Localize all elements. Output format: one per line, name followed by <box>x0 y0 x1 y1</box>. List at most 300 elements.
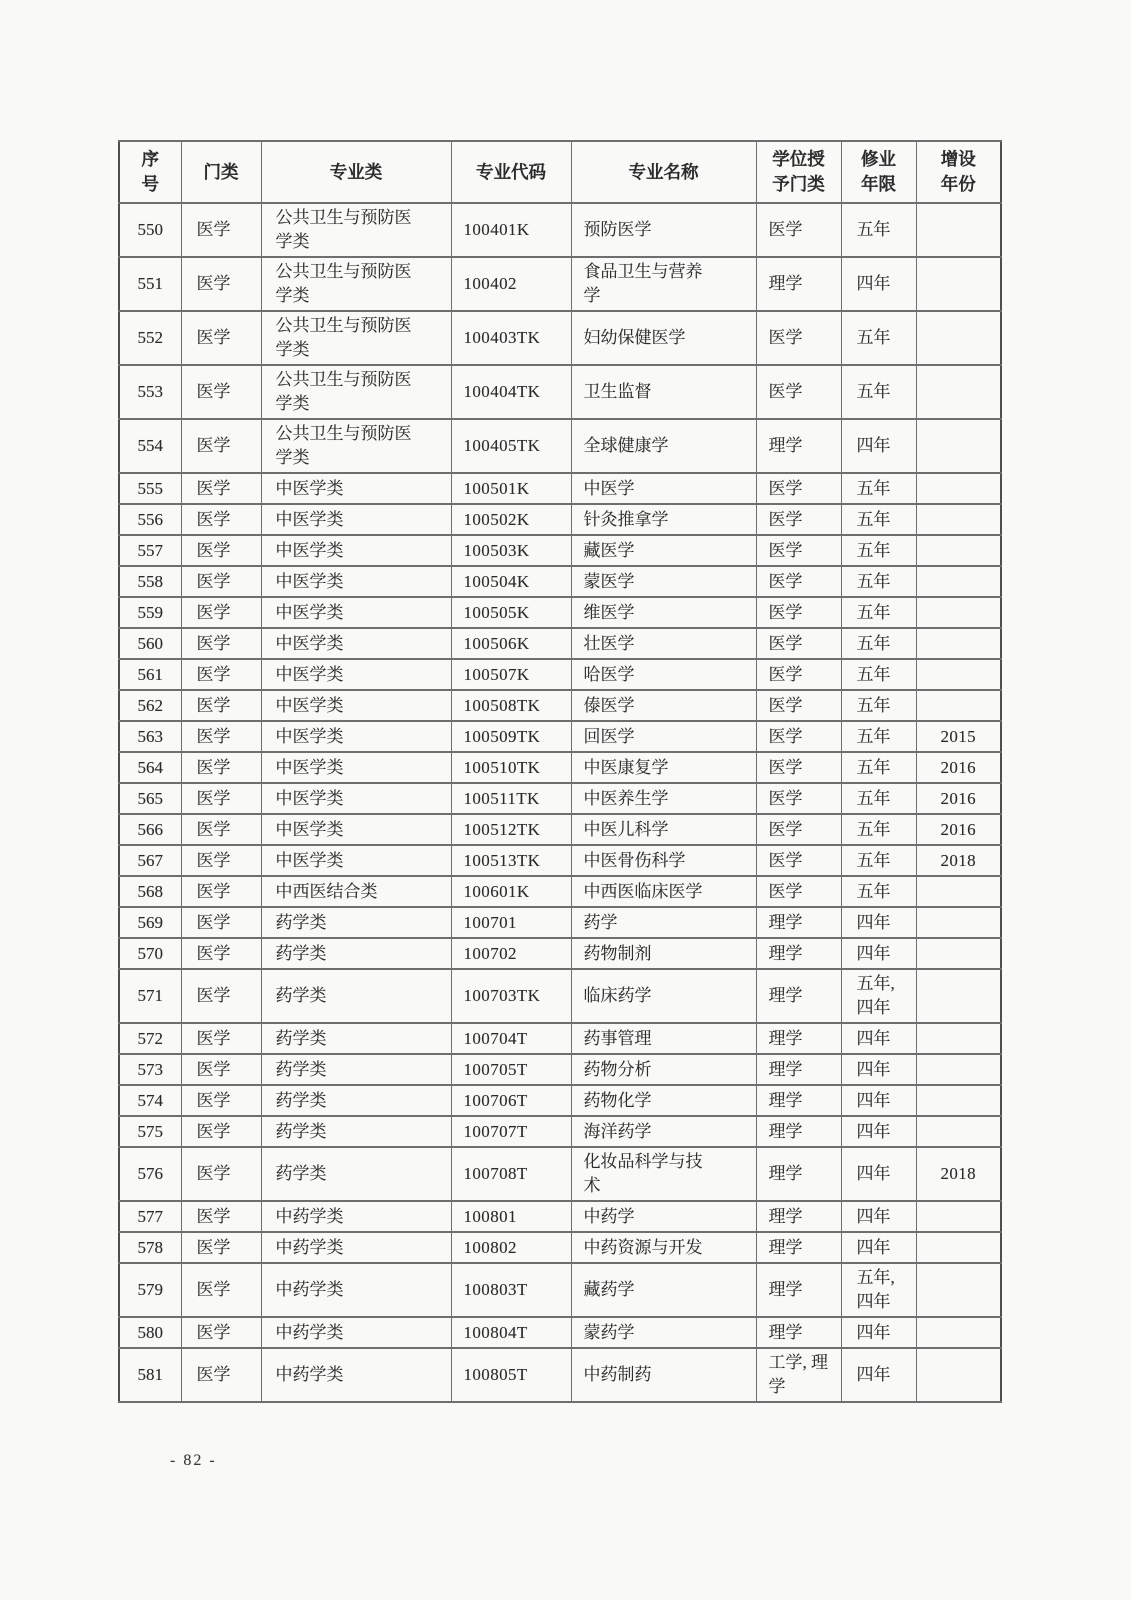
cell-mingcheng: 中医康复学 <box>571 752 756 783</box>
cell-xuhao: 556 <box>119 504 181 535</box>
cell-xuewei: 理学 <box>756 1054 841 1085</box>
cell-zengshe: 2018 <box>916 1147 1001 1201</box>
cell-nianxian: 五年 <box>841 597 916 628</box>
cell-xuewei: 理学 <box>756 1317 841 1348</box>
table-row <box>119 845 1001 876</box>
cell-daima: 100506K <box>451 628 571 659</box>
cell-xuewei: 医学 <box>756 311 841 365</box>
cell-xuewei: 理学 <box>756 969 841 1023</box>
table-row <box>119 1054 1001 1085</box>
cell-xuhao: 579 <box>119 1263 181 1317</box>
table-row <box>119 597 1001 628</box>
cell-menlei: 医学 <box>181 876 261 907</box>
cell-daima: 100701 <box>451 907 571 938</box>
cell-xuewei: 医学 <box>756 203 841 257</box>
cell-nianxian: 五年, 四年 <box>841 969 916 1023</box>
cell-daima: 100705T <box>451 1054 571 1085</box>
cell-zengshe <box>916 1054 1001 1085</box>
cell-menlei: 医学 <box>181 566 261 597</box>
cell-zengshe <box>916 535 1001 566</box>
cell-mingcheng: 维医学 <box>571 597 756 628</box>
cell-xuewei: 理学 <box>756 1201 841 1232</box>
cell-nianxian: 五年 <box>841 690 916 721</box>
cell-menlei: 医学 <box>181 659 261 690</box>
cell-xuewei: 医学 <box>756 659 841 690</box>
table-row <box>119 814 1001 845</box>
table-row <box>119 566 1001 597</box>
cell-xuewei: 医学 <box>756 752 841 783</box>
cell-xuhao: 561 <box>119 659 181 690</box>
table-row <box>119 1085 1001 1116</box>
cell-xuhao: 567 <box>119 845 181 876</box>
cell-zhuanyelei: 公共卫生与预防医学类 <box>261 365 451 419</box>
table-row <box>119 969 1001 1023</box>
cell-zengshe <box>916 628 1001 659</box>
cell-zhuanyelei: 中医学类 <box>261 659 451 690</box>
cell-menlei: 医学 <box>181 203 261 257</box>
cell-xuhao: 568 <box>119 876 181 907</box>
cell-xuhao: 551 <box>119 257 181 311</box>
cell-menlei: 医学 <box>181 969 261 1023</box>
cell-menlei: 医学 <box>181 1348 261 1402</box>
cell-mingcheng: 中药资源与开发 <box>571 1232 756 1263</box>
cell-nianxian: 四年 <box>841 1116 916 1147</box>
cell-daima: 100508TK <box>451 690 571 721</box>
table-row <box>119 203 1001 257</box>
cell-zhuanyelei: 中药学类 <box>261 1317 451 1348</box>
table-row <box>119 938 1001 969</box>
cell-nianxian: 四年 <box>841 1054 916 1085</box>
cell-xuhao: 577 <box>119 1201 181 1232</box>
table-row <box>119 1023 1001 1054</box>
cell-daima: 100704T <box>451 1023 571 1054</box>
cell-nianxian: 五年 <box>841 628 916 659</box>
cell-zengshe <box>916 419 1001 473</box>
table-row <box>119 907 1001 938</box>
cell-nianxian: 四年 <box>841 1085 916 1116</box>
cell-daima: 100702 <box>451 938 571 969</box>
cell-xuhao: 552 <box>119 311 181 365</box>
cell-xuewei: 理学 <box>756 1263 841 1317</box>
cell-zhuanyelei: 中医学类 <box>261 473 451 504</box>
cell-mingcheng: 预防医学 <box>571 203 756 257</box>
cell-xuhao: 573 <box>119 1054 181 1085</box>
cell-zengshe <box>916 1085 1001 1116</box>
cell-mingcheng: 回医学 <box>571 721 756 752</box>
cell-menlei: 医学 <box>181 721 261 752</box>
cell-xuewei: 理学 <box>756 907 841 938</box>
cell-menlei: 医学 <box>181 1147 261 1201</box>
table-row <box>119 1263 1001 1317</box>
cell-menlei: 医学 <box>181 597 261 628</box>
cell-xuewei: 医学 <box>756 597 841 628</box>
cell-xuhao: 580 <box>119 1317 181 1348</box>
cell-xuewei: 医学 <box>756 721 841 752</box>
cell-daima: 100703TK <box>451 969 571 1023</box>
cell-zhuanyelei: 药学类 <box>261 1023 451 1054</box>
cell-zhuanyelei: 药学类 <box>261 1147 451 1201</box>
cell-zhuanyelei: 药学类 <box>261 1085 451 1116</box>
cell-xuewei: 理学 <box>756 1085 841 1116</box>
cell-daima: 100801 <box>451 1201 571 1232</box>
cell-mingcheng: 临床药学 <box>571 969 756 1023</box>
cell-zengshe <box>916 203 1001 257</box>
cell-xuhao: 575 <box>119 1116 181 1147</box>
cell-nianxian: 四年 <box>841 1317 916 1348</box>
majors-table <box>118 140 1002 1403</box>
cell-xuhao: 581 <box>119 1348 181 1402</box>
cell-zengshe <box>916 597 1001 628</box>
cell-zhuanyelei: 药学类 <box>261 1116 451 1147</box>
cell-zengshe <box>916 473 1001 504</box>
cell-daima: 100502K <box>451 504 571 535</box>
table-row <box>119 504 1001 535</box>
cell-daima: 100505K <box>451 597 571 628</box>
cell-nianxian: 五年 <box>841 566 916 597</box>
cell-xuewei: 理学 <box>756 1023 841 1054</box>
cell-nianxian: 五年 <box>841 311 916 365</box>
column-header-degree: 学位授予门类 <box>756 141 841 203</box>
column-header-duration: 修业年限 <box>841 141 916 203</box>
cell-xuhao: 553 <box>119 365 181 419</box>
cell-nianxian: 五年 <box>841 535 916 566</box>
cell-menlei: 医学 <box>181 1054 261 1085</box>
cell-nianxian: 四年 <box>841 257 916 311</box>
cell-daima: 100501K <box>451 473 571 504</box>
cell-nianxian: 四年 <box>841 1232 916 1263</box>
cell-xuewei: 医学 <box>756 566 841 597</box>
cell-zengshe <box>916 566 1001 597</box>
cell-menlei: 医学 <box>181 1263 261 1317</box>
cell-xuewei: 医学 <box>756 628 841 659</box>
cell-zhuanyelei: 中西医结合类 <box>261 876 451 907</box>
cell-xuewei: 医学 <box>756 473 841 504</box>
cell-zengshe <box>916 969 1001 1023</box>
cell-zengshe <box>916 1201 1001 1232</box>
table-row <box>119 721 1001 752</box>
cell-zengshe <box>916 876 1001 907</box>
cell-zhuanyelei: 中药学类 <box>261 1232 451 1263</box>
cell-daima: 100512TK <box>451 814 571 845</box>
cell-zhuanyelei: 公共卫生与预防医学类 <box>261 257 451 311</box>
table-row <box>119 659 1001 690</box>
table-row <box>119 1116 1001 1147</box>
cell-xuhao: 557 <box>119 535 181 566</box>
cell-nianxian: 五年 <box>841 659 916 690</box>
cell-zhuanyelei: 中药学类 <box>261 1263 451 1317</box>
cell-nianxian: 五年 <box>841 203 916 257</box>
cell-mingcheng: 蒙药学 <box>571 1317 756 1348</box>
cell-daima: 100507K <box>451 659 571 690</box>
cell-zengshe <box>916 1116 1001 1147</box>
cell-mingcheng: 针灸推拿学 <box>571 504 756 535</box>
cell-daima: 100504K <box>451 566 571 597</box>
cell-daima: 100403TK <box>451 311 571 365</box>
cell-zhuanyelei: 中医学类 <box>261 721 451 752</box>
cell-zhuanyelei: 中药学类 <box>261 1348 451 1402</box>
cell-nianxian: 五年 <box>841 814 916 845</box>
cell-zengshe: 2016 <box>916 814 1001 845</box>
cell-zengshe <box>916 1348 1001 1402</box>
cell-mingcheng: 卫生监督 <box>571 365 756 419</box>
cell-menlei: 医学 <box>181 365 261 419</box>
cell-xuhao: 572 <box>119 1023 181 1054</box>
cell-mingcheng: 藏医学 <box>571 535 756 566</box>
cell-zhuanyelei: 中医学类 <box>261 752 451 783</box>
table-row <box>119 1232 1001 1263</box>
cell-menlei: 医学 <box>181 628 261 659</box>
cell-menlei: 医学 <box>181 938 261 969</box>
cell-xuewei: 医学 <box>756 690 841 721</box>
cell-daima: 100511TK <box>451 783 571 814</box>
cell-nianxian: 四年 <box>841 1147 916 1201</box>
cell-xuhao: 555 <box>119 473 181 504</box>
cell-daima: 100802 <box>451 1232 571 1263</box>
column-header-major-class: 专业类 <box>261 141 451 203</box>
cell-zengshe <box>916 1023 1001 1054</box>
cell-zhuanyelei: 中医学类 <box>261 690 451 721</box>
cell-xuhao: 560 <box>119 628 181 659</box>
cell-xuewei: 工学, 理学 <box>756 1348 841 1402</box>
cell-xuhao: 565 <box>119 783 181 814</box>
table-row <box>119 419 1001 473</box>
table-row <box>119 1201 1001 1232</box>
cell-daima: 100402 <box>451 257 571 311</box>
cell-zengshe: 2016 <box>916 783 1001 814</box>
cell-xuewei: 理学 <box>756 419 841 473</box>
cell-xuhao: 558 <box>119 566 181 597</box>
cell-nianxian: 五年 <box>841 876 916 907</box>
cell-menlei: 医学 <box>181 504 261 535</box>
cell-zengshe <box>916 504 1001 535</box>
cell-zhuanyelei: 公共卫生与预防医学类 <box>261 419 451 473</box>
cell-mingcheng: 中医儿科学 <box>571 814 756 845</box>
cell-xuewei: 理学 <box>756 1232 841 1263</box>
cell-zhuanyelei: 中医学类 <box>261 845 451 876</box>
table-row <box>119 365 1001 419</box>
cell-zengshe <box>916 257 1001 311</box>
table-row <box>119 257 1001 311</box>
cell-zhuanyelei: 公共卫生与预防医学类 <box>261 203 451 257</box>
cell-menlei: 医学 <box>181 473 261 504</box>
cell-xuhao: 569 <box>119 907 181 938</box>
cell-zhuanyelei: 中医学类 <box>261 814 451 845</box>
cell-xuhao: 578 <box>119 1232 181 1263</box>
cell-menlei: 医学 <box>181 257 261 311</box>
cell-daima: 100708T <box>451 1147 571 1201</box>
cell-mingcheng: 中药学 <box>571 1201 756 1232</box>
cell-mingcheng: 全球健康学 <box>571 419 756 473</box>
cell-nianxian: 五年 <box>841 783 916 814</box>
cell-xuhao: 576 <box>119 1147 181 1201</box>
table-body <box>119 203 1001 1402</box>
cell-menlei: 医学 <box>181 311 261 365</box>
cell-daima: 100510TK <box>451 752 571 783</box>
cell-zengshe <box>916 1317 1001 1348</box>
cell-zhuanyelei: 中医学类 <box>261 504 451 535</box>
cell-zengshe: 2018 <box>916 845 1001 876</box>
cell-zhuanyelei: 中医学类 <box>261 566 451 597</box>
cell-zhuanyelei: 中药学类 <box>261 1201 451 1232</box>
cell-daima: 100805T <box>451 1348 571 1402</box>
cell-xuhao: 570 <box>119 938 181 969</box>
cell-mingcheng: 中医养生学 <box>571 783 756 814</box>
cell-nianxian: 四年 <box>841 419 916 473</box>
cell-nianxian: 五年 <box>841 845 916 876</box>
cell-xuewei: 理学 <box>756 938 841 969</box>
table-header <box>119 141 1001 203</box>
cell-zengshe: 2016 <box>916 752 1001 783</box>
cell-menlei: 医学 <box>181 690 261 721</box>
cell-xuewei: 医学 <box>756 783 841 814</box>
table-row <box>119 473 1001 504</box>
cell-mingcheng: 傣医学 <box>571 690 756 721</box>
header-row <box>119 141 1001 203</box>
cell-mingcheng: 药物制剂 <box>571 938 756 969</box>
table-row <box>119 752 1001 783</box>
cell-xuhao: 564 <box>119 752 181 783</box>
cell-menlei: 医学 <box>181 535 261 566</box>
cell-zengshe <box>916 1232 1001 1263</box>
cell-zengshe <box>916 659 1001 690</box>
cell-mingcheng: 药物化学 <box>571 1085 756 1116</box>
cell-xuhao: 562 <box>119 690 181 721</box>
cell-menlei: 医学 <box>181 783 261 814</box>
cell-menlei: 医学 <box>181 814 261 845</box>
table-row <box>119 535 1001 566</box>
cell-xuewei: 医学 <box>756 365 841 419</box>
cell-menlei: 医学 <box>181 1232 261 1263</box>
cell-zhuanyelei: 中医学类 <box>261 535 451 566</box>
table-row <box>119 783 1001 814</box>
cell-zhuanyelei: 中医学类 <box>261 628 451 659</box>
cell-mingcheng: 妇幼保健医学 <box>571 311 756 365</box>
cell-xuewei: 理学 <box>756 1147 841 1201</box>
cell-zengshe <box>916 311 1001 365</box>
cell-daima: 100401K <box>451 203 571 257</box>
cell-menlei: 医学 <box>181 907 261 938</box>
column-header-major-name: 专业名称 <box>571 141 756 203</box>
cell-zhuanyelei: 药学类 <box>261 969 451 1023</box>
cell-nianxian: 五年 <box>841 504 916 535</box>
cell-nianxian: 四年 <box>841 907 916 938</box>
cell-mingcheng: 蒙医学 <box>571 566 756 597</box>
cell-daima: 100503K <box>451 535 571 566</box>
cell-nianxian: 四年 <box>841 938 916 969</box>
cell-xuhao: 563 <box>119 721 181 752</box>
cell-daima: 100706T <box>451 1085 571 1116</box>
cell-xuewei: 医学 <box>756 535 841 566</box>
cell-menlei: 医学 <box>181 1201 261 1232</box>
cell-daima: 100404TK <box>451 365 571 419</box>
cell-zengshe <box>916 1263 1001 1317</box>
table-row <box>119 311 1001 365</box>
cell-mingcheng: 壮医学 <box>571 628 756 659</box>
cell-xuewei: 理学 <box>756 257 841 311</box>
cell-daima: 100804T <box>451 1317 571 1348</box>
cell-menlei: 医学 <box>181 419 261 473</box>
cell-zhuanyelei: 药学类 <box>261 1054 451 1085</box>
cell-nianxian: 四年 <box>841 1201 916 1232</box>
cell-menlei: 医学 <box>181 752 261 783</box>
cell-nianxian: 五年 <box>841 721 916 752</box>
cell-zhuanyelei: 公共卫生与预防医学类 <box>261 311 451 365</box>
cell-xuewei: 医学 <box>756 876 841 907</box>
cell-mingcheng: 食品卫生与营养学 <box>571 257 756 311</box>
cell-zengshe <box>916 938 1001 969</box>
cell-mingcheng: 药事管理 <box>571 1023 756 1054</box>
cell-mingcheng: 哈医学 <box>571 659 756 690</box>
cell-xuhao: 571 <box>119 969 181 1023</box>
cell-zengshe: 2015 <box>916 721 1001 752</box>
cell-xuewei: 理学 <box>756 1116 841 1147</box>
cell-nianxian: 五年, 四年 <box>841 1263 916 1317</box>
cell-zhuanyelei: 中医学类 <box>261 783 451 814</box>
cell-zengshe <box>916 907 1001 938</box>
cell-xuhao: 550 <box>119 203 181 257</box>
cell-menlei: 医学 <box>181 1116 261 1147</box>
table-row <box>119 1317 1001 1348</box>
cell-mingcheng: 藏药学 <box>571 1263 756 1317</box>
cell-daima: 100513TK <box>451 845 571 876</box>
cell-daima: 100509TK <box>451 721 571 752</box>
cell-xuhao: 574 <box>119 1085 181 1116</box>
table-row <box>119 690 1001 721</box>
cell-xuhao: 554 <box>119 419 181 473</box>
column-header-category: 门类 <box>181 141 261 203</box>
page-number: - 82 - <box>170 1452 217 1469</box>
cell-xuewei: 医学 <box>756 504 841 535</box>
cell-nianxian: 五年 <box>841 473 916 504</box>
cell-xuewei: 医学 <box>756 845 841 876</box>
cell-mingcheng: 药物分析 <box>571 1054 756 1085</box>
cell-daima: 100803T <box>451 1263 571 1317</box>
cell-zhuanyelei: 药学类 <box>261 938 451 969</box>
cell-nianxian: 四年 <box>841 1023 916 1054</box>
cell-daima: 100601K <box>451 876 571 907</box>
column-header-serial: 序号 <box>119 141 181 203</box>
cell-nianxian: 五年 <box>841 752 916 783</box>
cell-xuhao: 559 <box>119 597 181 628</box>
cell-nianxian: 五年 <box>841 365 916 419</box>
cell-mingcheng: 海洋药学 <box>571 1116 756 1147</box>
cell-xuewei: 医学 <box>756 814 841 845</box>
cell-menlei: 医学 <box>181 1023 261 1054</box>
cell-nianxian: 四年 <box>841 1348 916 1402</box>
cell-zhuanyelei: 中医学类 <box>261 597 451 628</box>
cell-xuhao: 566 <box>119 814 181 845</box>
column-header-year-added: 增设年份 <box>916 141 1001 203</box>
cell-zengshe <box>916 690 1001 721</box>
table-row <box>119 1348 1001 1402</box>
table-row <box>119 876 1001 907</box>
cell-daima: 100405TK <box>451 419 571 473</box>
cell-mingcheng: 中西医临床医学 <box>571 876 756 907</box>
column-header-major-code: 专业代码 <box>451 141 571 203</box>
cell-menlei: 医学 <box>181 1085 261 1116</box>
table-row <box>119 628 1001 659</box>
cell-zengshe <box>916 365 1001 419</box>
table-row <box>119 1147 1001 1201</box>
cell-mingcheng: 中医骨伤科学 <box>571 845 756 876</box>
cell-menlei: 医学 <box>181 845 261 876</box>
cell-mingcheng: 中药制药 <box>571 1348 756 1402</box>
cell-zhuanyelei: 药学类 <box>261 907 451 938</box>
cell-menlei: 医学 <box>181 1317 261 1348</box>
cell-mingcheng: 化妆品科学与技术 <box>571 1147 756 1201</box>
cell-daima: 100707T <box>451 1116 571 1147</box>
cell-mingcheng: 中医学 <box>571 473 756 504</box>
